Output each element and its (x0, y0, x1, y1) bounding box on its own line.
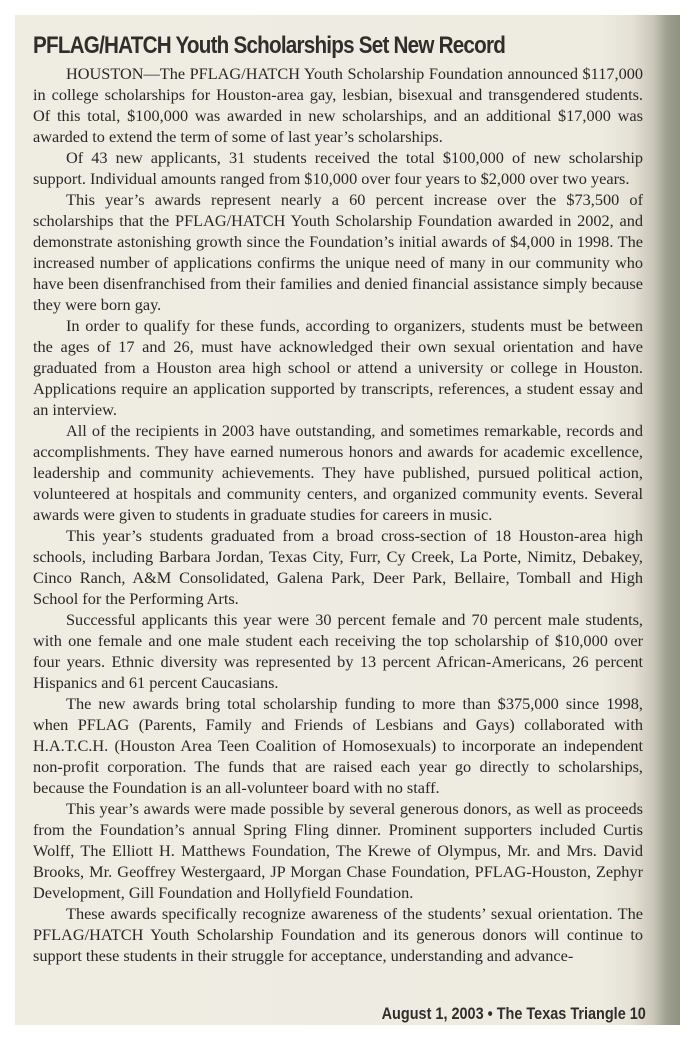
paragraph-closing: These awards specifically recognize awareness of the students’ sexual orientation. The PFLAG/HATCH Youth Scholarship Foundation and its generous donors will continue to support these students in their struggle for acceptance, understanding and advance- (33, 904, 643, 965)
magazine-page (15, 15, 680, 1025)
paragraph-schools: This year’s students graduated from a broad cross-section of 18 Houston-area high schools, including Barbara Jordan, Texas City, Furr, Cy Creek, La Porte, Nimitz, Debakey, Cinco Ranch, A&M Consolidated, Galena Park, Deer Park, Bellaire, Tomball and High School for the Performing Arts. (33, 526, 643, 608)
headline: PFLAG/HATCH Youth Scholarships Set New Record (33, 32, 506, 59)
paragraph-donors: This year’s awards were made possible by several generous donors, as well as proceeds from the Foundation’s annual Spring Fling dinner. Prominent supporters included Curtis Wolff, The Elliott H. Matthews Foundation, The Krewe of Olympus, Mr. and Mrs. David Brooks, Mr. Geoffrey Westergaard, JP Morgan Chase Foundation, PFLAG-Houston, Zephyr Development, Gill Foundation and Hollyfield Foundation. (33, 799, 643, 902)
paragraph-applicants: Of 43 new applicants, 31 students received the total $100,000 of new scholarship support. Individual amounts ranged from $10,000 over four years to $2,000 over two years. (33, 148, 643, 188)
paragraph-dateline: HOUSTON—The PFLAG/HATCH Youth Scholarship Foundation announced $117,000 in college scholarships for Houston-area gay, lesbian, bisexual and transgendered students. Of this total, $100,000 was awarded in new scholarships, and an additional $17,000 was awarded to extend the term of some of last year’s scholarships. (33, 64, 643, 146)
paragraph-recipients: All of the recipients in 2003 have outstanding, and sometimes remarkable, records and accomplishments. They have earned numerous honors and awards for academic excellence, leadership and community achievements. They have published, pursued political action, volunteered at hospitals and community centers, and organized community events. Several awards were given to students in graduate studies for careers in music. (33, 421, 643, 524)
page-footer: August 1, 2003 • The Texas Triangle 10 (381, 1004, 646, 1023)
paragraph-demographics: Successful applicants this year were 30 percent female and 70 percent male students, with one female and one male student each receiving the top scholarship of $10,000 over four years. Ethnic diversity was represented by 13 percent African-Americans, 26 percent Hispanics and 61 percent Caucasians. (33, 610, 643, 692)
paragraph-growth: This year’s awards represent nearly a 60 percent increase over the $73,500 of scholarships that the PFLAG/HATCH Youth Scholarship Foundation awarded in 2002, and demonstrate astonishing growth since the Foundation’s initial awards of $4,000 in 1998. The increased number of applications confirms the unique need of many in our community who have been disenfranchised from their families and denied financial assistance simply because they were born gay. (33, 190, 643, 314)
paragraph-eligibility: In order to qualify for these funds, according to organizers, students must be between the ages of 17 and 26, must have acknowledged their own sexual orientation and have graduated from a Houston area high school or attend a university or college in Houston. Applications require an application supported by transcripts, references, a student essay and an interview. (33, 316, 643, 419)
paragraph-funding-history: The new awards bring total scholarship funding to more than $375,000 since 1998, when PFLAG (Parents, Family and Friends of Lesbians and Gays) collaborated with H.A.T.C.H. (Houston Area Teen Coalition of Homosexuals) to incorporate an independent non-profit corporation. The funds that are raised each year go directly to scholarships, because the Foundation is an all-volunteer board with no staff. (33, 694, 643, 797)
article (33, 31, 643, 966)
